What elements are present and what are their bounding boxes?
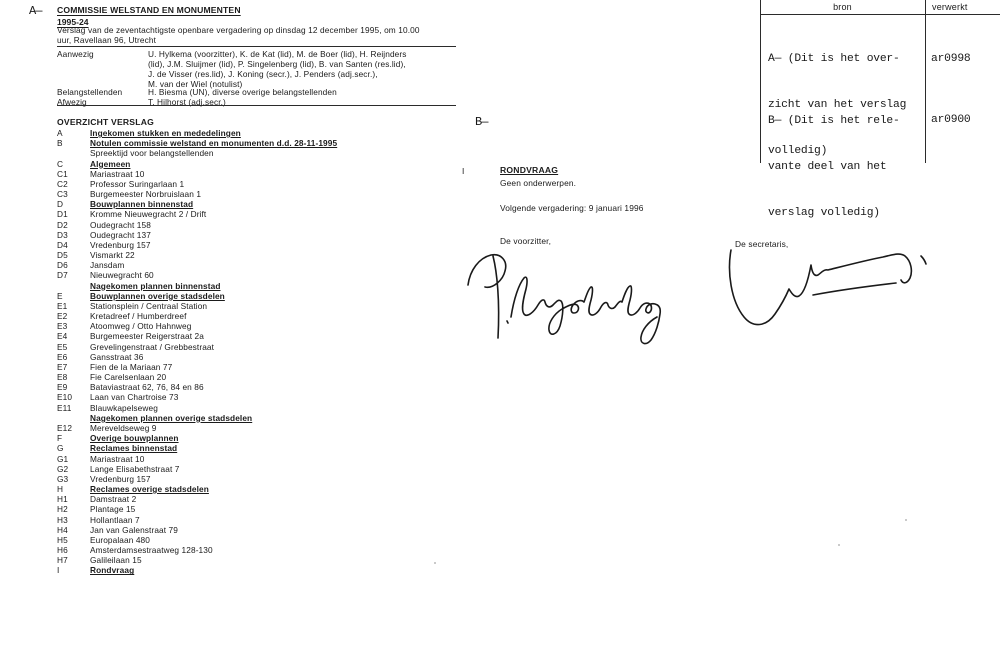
- attendance-label: Aanwezig: [57, 48, 94, 59]
- attendance-value: [148, 49, 406, 90]
- overview-row-code: D7: [57, 270, 68, 281]
- overview-row-label: Vismarkt 22: [90, 250, 135, 261]
- overview-row: [57, 565, 437, 575]
- overview-row-label: Reclames overige stadsdelen: [90, 484, 209, 495]
- overview-row: [57, 260, 437, 270]
- overview-row: [57, 474, 437, 484]
- stamp-table-header-rule: [760, 14, 1000, 15]
- overview-row-code: E10: [57, 392, 73, 403]
- overview-row: [57, 179, 437, 189]
- overview-row-code: D1: [57, 209, 68, 220]
- overview-row: [57, 301, 437, 311]
- overview-row-label: Oudegracht 137: [90, 229, 151, 240]
- overview-row: [57, 230, 437, 240]
- overview-row-label: Nieuwegracht 60: [90, 270, 154, 281]
- overview-row-code: C: [57, 158, 64, 169]
- attendance-row-aanwezig: [57, 49, 457, 90]
- overview-row-code: E5: [57, 341, 68, 352]
- overview-row-code: D4: [57, 239, 68, 250]
- stamp-entry-a-line: volledig): [768, 144, 828, 157]
- overview-row-code: H2: [57, 504, 68, 515]
- overview-row: [57, 189, 437, 199]
- stamp-entry-b-line: B— (Dit is het rele-: [768, 115, 900, 128]
- overview-row-label: Vredenburg 157: [90, 473, 151, 484]
- overview-row-label: Europalaan 480: [90, 534, 150, 545]
- overview-row-code: E: [57, 290, 63, 301]
- overview-row-label: Oudegracht 158: [90, 219, 151, 230]
- rondvraag-section-code: I: [462, 166, 465, 176]
- overview-row-code: E1: [57, 300, 68, 311]
- overview-row: [57, 138, 437, 148]
- stamp-entry-a-line: A— (Dit is het over-: [768, 53, 900, 66]
- overview-row-code: C3: [57, 189, 68, 200]
- overview-row-label: Bouwplannen overige stadsdelen: [90, 290, 225, 301]
- overview-row: [57, 148, 437, 158]
- overview-row: [57, 240, 437, 250]
- overview-row: [57, 209, 437, 219]
- overview-row-label: Rondvraag: [90, 565, 135, 576]
- overview-row: [57, 331, 437, 341]
- overview-row-label: Mariastraat 10: [90, 168, 145, 179]
- overview-row-label: Atoomweg / Otto Hahnweg: [90, 321, 192, 332]
- attendance-label: Belangstellenden: [57, 87, 123, 98]
- overview-row-code: E11: [57, 402, 72, 413]
- overview-row: [57, 504, 437, 514]
- overview-row-label: Amsterdamsestraatweg 128-130: [90, 545, 213, 556]
- overview-row-code: H6: [57, 545, 68, 556]
- overview-row: [57, 382, 437, 392]
- overview-row-label: Mereveldseweg 9: [90, 422, 157, 433]
- overview-row-code: H4: [57, 524, 68, 535]
- overview-row: [57, 535, 437, 545]
- rondvraag-title: RONDVRAAG: [500, 165, 559, 175]
- overview-row-label: Algemeen: [90, 158, 131, 169]
- overview-row-code: E12: [57, 422, 73, 433]
- overview-row-label: Notulen commissie welstand en monumenten d.d. 28-11-1995: [90, 138, 338, 149]
- overview-row: [57, 454, 437, 464]
- overview-row: [57, 159, 437, 169]
- document-number: 1995-24: [57, 16, 89, 27]
- attendance-table-top-rule: [57, 46, 456, 47]
- stamp-entry-b: [768, 84, 900, 251]
- meeting-intro: [57, 26, 457, 45]
- attendance-line: T. Hilhorst (adj.secr.): [148, 97, 226, 108]
- overview-row: [57, 484, 437, 494]
- scan-speck: [434, 562, 436, 564]
- overview-row-label: Fie Carelsenlaan 20: [90, 372, 167, 383]
- overview-row-code: E2: [57, 311, 68, 322]
- overview-row-label: Laan van Chartroise 73: [90, 392, 179, 403]
- overview-row-code: E6: [57, 351, 68, 362]
- overview-row-code: E3: [57, 321, 68, 332]
- overview-row-code: I: [57, 565, 60, 576]
- overview-row-label: Plantage 15: [90, 504, 136, 515]
- overview-row-label: Fien de la Mariaan 77: [90, 361, 173, 372]
- overview-row-label: Kromme Nieuwegracht 2 / Drift: [90, 209, 207, 220]
- overview-row-code: H7: [57, 555, 68, 566]
- overview-row: [57, 342, 437, 352]
- overview-row-code: G2: [57, 463, 69, 474]
- overview-row-code: D3: [57, 229, 68, 240]
- stamp-table-column-divider: [925, 0, 926, 163]
- overview-row-code: C2: [57, 178, 68, 189]
- attendance-table: [57, 49, 457, 108]
- overview-row-label: Damstraat 2: [90, 494, 137, 505]
- overview-row: [57, 525, 437, 535]
- overview-row-label: Hollantlaan 7: [90, 514, 140, 525]
- overview-row: [57, 423, 437, 433]
- overview-row: [57, 311, 437, 321]
- overview-list: [57, 128, 437, 576]
- overview-row: [57, 291, 437, 301]
- overview-row: [57, 199, 437, 209]
- secretary-signature: [730, 250, 926, 325]
- overview-row-code: [57, 413, 90, 423]
- overview-row: [57, 433, 437, 443]
- overview-row-label: Overige bouwplannen: [90, 433, 179, 444]
- margin-mark-b: B—: [475, 115, 488, 129]
- chairman-signature: [468, 255, 660, 344]
- overview-row-label: Burgemeester Reigerstraat 2a: [90, 331, 204, 342]
- stamp-entry-b-line: vante deel van het: [768, 161, 887, 174]
- overview-row: [57, 321, 437, 331]
- overview-row-label: Galileilaan 15: [90, 555, 142, 566]
- attendance-line: J. de Visser (res.lid), J. Koning (secr.), J. Penders (adj.secr.),: [148, 68, 378, 79]
- overview-row-label: Jan van Galenstraat 79: [90, 524, 178, 535]
- stamp-col-bron: bron: [833, 2, 852, 12]
- meeting-intro-line-2: uur, Ravellaan 96, Utrecht: [57, 34, 157, 45]
- overview-row: [57, 392, 437, 402]
- overview-row: [57, 403, 437, 413]
- overview-row-code: E7: [57, 361, 68, 372]
- overview-row-code: E4: [57, 331, 68, 342]
- attendance-table-bottom-rule: [57, 105, 456, 106]
- stamp-entry-b-line: verslag volledig): [768, 206, 880, 219]
- overview-row-code: E9: [57, 382, 68, 393]
- scan-speck: [838, 544, 840, 546]
- overview-row: [57, 250, 437, 260]
- overview-row-label: Bataviastraat 62, 76, 84 en 86: [90, 382, 204, 393]
- overview-row: [57, 515, 437, 525]
- overview-row-code: D2: [57, 219, 68, 230]
- attendance-label: Afwezig: [57, 97, 87, 108]
- overview-row-code: B: [57, 138, 63, 149]
- overview-row-code: G1: [57, 453, 69, 464]
- overview-row-code: D6: [57, 260, 68, 271]
- overview-row-code: H1: [57, 494, 68, 505]
- overview-row-label: Vredenburg 157: [90, 239, 151, 250]
- overview-row-label: Stationsplein / Centraal Station: [90, 300, 208, 311]
- overview-row-code: G3: [57, 473, 69, 484]
- overview-row-label: Jansdam: [90, 260, 125, 271]
- stamp-table-left-border: [760, 0, 761, 163]
- overview-row: [57, 352, 437, 362]
- overview-row: [57, 281, 437, 291]
- attendance-line: U. Hylkema (voorzitter), K. de Kat (lid), M. de Boer (lid), H. Reijnders: [148, 48, 407, 59]
- rondvraag-body: Geen onderwerpen.: [500, 178, 577, 188]
- overview-row-label: Blauwkapelseweg: [90, 402, 158, 413]
- overview-row-label: Bouwplannen binnenstad: [90, 199, 194, 210]
- overview-row: [57, 555, 437, 565]
- overview-row-label: Grevelingenstraat / Grebbestraat: [90, 341, 215, 352]
- attendance-line: H. Biesma (UN), diverse overige belangstellenden: [148, 87, 337, 98]
- overview-row: [57, 362, 437, 372]
- overview-row-code: A: [57, 128, 63, 138]
- overview-row: [57, 372, 437, 382]
- attendance-line: M. van der Wiel (notulist): [148, 78, 243, 89]
- overview-row: [57, 494, 437, 504]
- overview-row-code: [57, 281, 90, 291]
- overview-row-code: C1: [57, 168, 68, 179]
- overview-row: [57, 169, 437, 179]
- document-title: COMMISSIE WELSTAND EN MONUMENTEN: [57, 5, 241, 15]
- overview-row: [57, 545, 437, 555]
- overview-row-label: Reclames binnenstad: [90, 443, 178, 454]
- overview-row-label: Kretadreef / Humberdreef: [90, 311, 187, 322]
- overview-row-label: Lange Elisabethstraat 7: [90, 463, 180, 474]
- overview-row-code: H3: [57, 514, 68, 525]
- overview-row-label: Mariastraat 10: [90, 453, 145, 464]
- overview-row-code: D: [57, 199, 64, 210]
- overview-row-code: [57, 148, 90, 158]
- overview-row-label: Nagekomen plannen overige stadsdelen: [90, 412, 253, 423]
- overview-row-label: Spreektijd voor belangstellenden: [90, 148, 214, 159]
- overview-row-label: Ingekomen stukken en mededelingen: [90, 128, 241, 138]
- overview-row: [57, 464, 437, 474]
- overview-row-label: Gansstraat 36: [90, 351, 144, 362]
- stamp-code-b: ar0900: [931, 114, 971, 126]
- overview-row-label: Burgemeester Norbruislaan 1: [90, 189, 202, 200]
- overview-row-label: Professor Suringarlaan 1: [90, 178, 185, 189]
- overview-row: [57, 270, 437, 280]
- overview-row-code: G: [57, 443, 64, 454]
- stamp-code-a: ar0998: [931, 53, 971, 65]
- chairman-label: De voorzitter,: [500, 236, 552, 246]
- scan-speck: [905, 519, 907, 521]
- overview-heading: OVERZICHT VERSLAG: [57, 117, 154, 127]
- secretary-label: De secretaris,: [735, 239, 789, 249]
- overview-row-code: H: [57, 484, 64, 495]
- overview-row-code: H5: [57, 534, 68, 545]
- overview-row: [57, 220, 437, 230]
- overview-row: [57, 443, 437, 453]
- stamp-col-verwerkt: verwerkt: [932, 2, 968, 12]
- attendance-line: (lid), J.M. Sluijmer (lid), P. Singelenberg (lid), B. van Santen (res.lid),: [148, 58, 406, 69]
- overview-row-code: E8: [57, 372, 68, 383]
- next-meeting: Volgende vergadering: 9 januari 1996: [500, 203, 644, 213]
- overview-row-label: Nagekomen plannen binnenstad: [90, 280, 221, 291]
- margin-mark-a: A—: [29, 4, 42, 18]
- overview-row: [57, 413, 437, 423]
- overview-row-code: D5: [57, 250, 68, 261]
- overview-row-code: F: [57, 433, 63, 444]
- overview-row: [57, 128, 437, 138]
- stamp-entry-a-line: zicht van het verslag: [768, 99, 907, 112]
- meeting-intro-line-1: Verslag van de zeventachtigste openbare vergadering op dinsdag 12 december 1995, om 10.00: [57, 25, 420, 35]
